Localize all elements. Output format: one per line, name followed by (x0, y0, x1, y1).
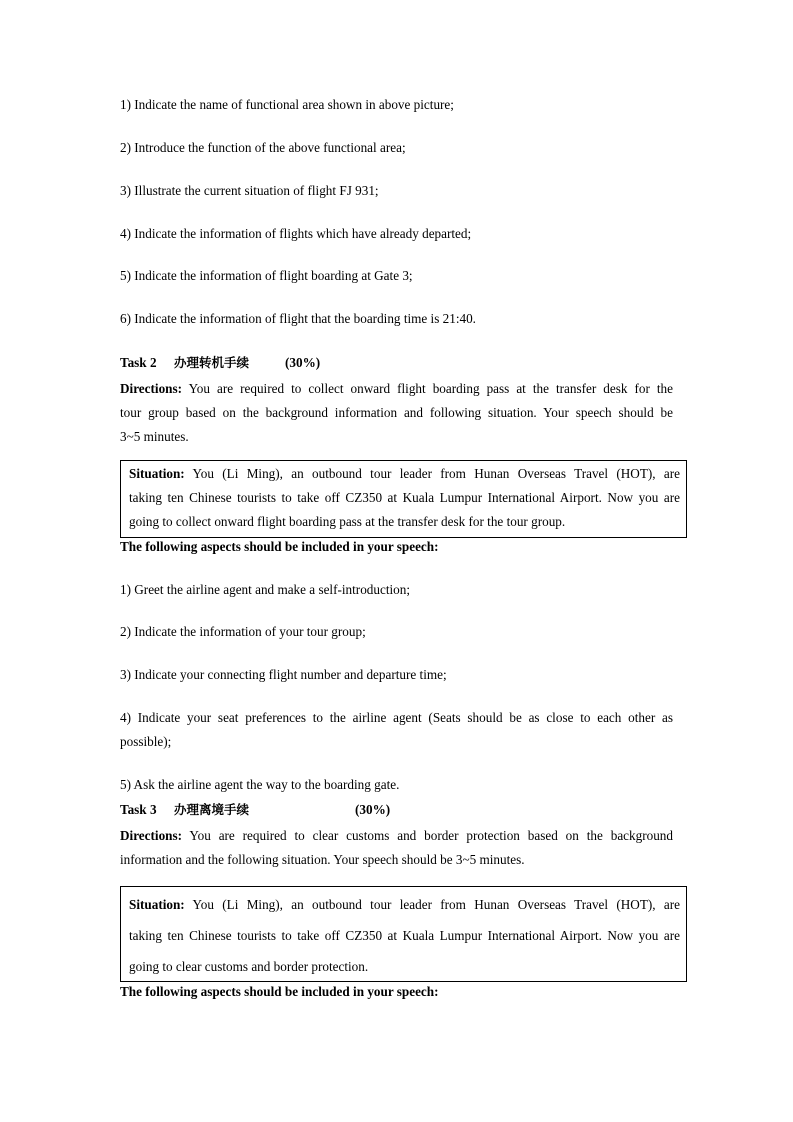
task3-label: Task 3 (120, 802, 157, 817)
task3-situation-line-3: going to clear customs and border protection. (129, 959, 369, 974)
task2-item-4: 4) Indicate your seat preferences to the airline agent (Seats should be as close to each other as (120, 710, 673, 725)
task1-item-3: 3) Illustrate the current situation of flight FJ 931; (120, 183, 379, 198)
task2-aspects-heading: The following aspects should be included in your speech: (120, 539, 439, 554)
task2-situation-label: Situation: (129, 466, 185, 481)
task2-situation-line-1: Situation: You (Li Ming), an outbound tour leader from Hunan Overseas Travel (HOT), are (129, 466, 680, 481)
task1-item-2: 2) Introduce the function of the above functional area; (120, 140, 406, 155)
task2-situation-line-3: going to collect onward flight boarding pass at the transfer desk for the tour group. (129, 514, 566, 529)
task2-situation-line-2: taking ten Chinese tourists to take off CZ350 at Kuala Lumpur International Airport. Now you are (129, 490, 680, 505)
task2-item-1: 1) Greet the airline agent and make a self-introduction; (120, 582, 411, 597)
task3-situation-line-2: taking ten Chinese tourists to take off CZ350 at Kuala Lumpur International Airport. Now you are (129, 928, 680, 943)
task1-item-5: 5) Indicate the information of flight boarding at Gate 3; (120, 268, 413, 283)
task3-weight: (30%) (355, 802, 391, 817)
task2-item-4-continued: possible); (120, 734, 172, 749)
task2-item-3: 3) Indicate your connecting flight number and departure time; (120, 667, 447, 682)
task3-directions-line-1: Directions: You are required to clear customs and border protection based on the background (120, 828, 673, 843)
task3-directions-line-2: information and the following situation. Your speech should be 3~5 minutes. (120, 852, 525, 867)
task1-item-4: 4) Indicate the information of flights which have already departed; (120, 226, 472, 241)
task3-situation-label: Situation: (129, 897, 185, 912)
task2-situation-box (120, 460, 687, 538)
task2-directions-label: Directions: (120, 381, 183, 396)
task2-chinese-title: 办理转机手续 (174, 355, 250, 370)
task2-directions-line-3: 3~5 minutes. (120, 429, 189, 444)
task3-directions-label: Directions: (120, 828, 183, 843)
task2-directions-line-1: Directions: You are required to collect onward flight boarding pass at the transfer desk for the (120, 381, 674, 396)
task3-title (120, 802, 391, 818)
task3-situation-box (120, 886, 687, 982)
task3-chinese-title: 办理离境手续 (174, 802, 250, 817)
task2-directions-line-2: tour group based on the background information and following situation. Your speech should be (120, 405, 673, 420)
task1-item-6: 6) Indicate the information of flight that the boarding time is 21:40. (120, 311, 476, 326)
task2-weight: (30%) (285, 355, 321, 370)
task2-item-2: 2) Indicate the information of your tour group; (120, 624, 366, 639)
task2-item-5: 5) Ask the airline agent the way to the boarding gate. (120, 777, 400, 792)
task1-item-1: 1) Indicate the name of functional area shown in above picture; (120, 97, 454, 112)
task2-title (120, 355, 321, 371)
task3-aspects-heading: The following aspects should be included in your speech: (120, 984, 439, 999)
task2-label: Task 2 (120, 355, 157, 370)
task3-situation-line-1: Situation: You (Li Ming), an outbound tour leader from Hunan Overseas Travel (HOT), are (129, 897, 680, 912)
